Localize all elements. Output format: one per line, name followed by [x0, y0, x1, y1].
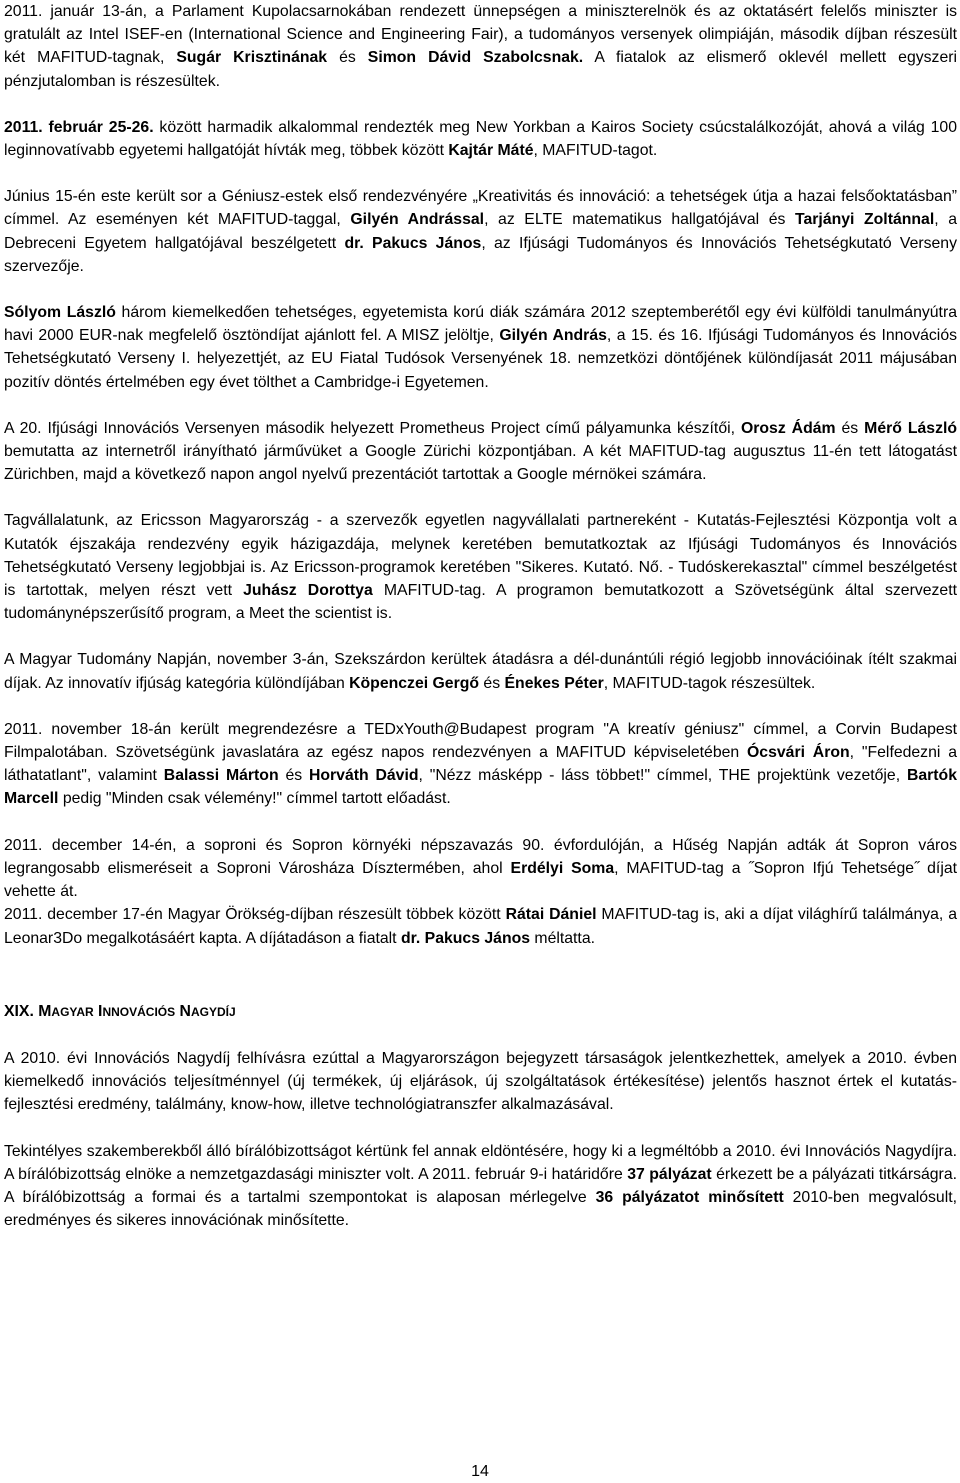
section-title	[38, 1003, 235, 1020]
body-text	[4, 0, 957, 950]
text-run: , a 15. és 16. Ifjúsági Tudományos és Innovációs Tehetségkutató Verseny I. helyezettjét, az EU Fiatal Tudósok Versenyének 18. nemzetközi döntőjének különdíjasát 2011 májusában pozitív döntés értelmében egy évet tölthet a Cambridge-i Egyetemen.	[4, 327, 957, 391]
text-run: három kiemelkedően tehetséges, egyetemista korú diák számára 2012 szeptemberétől egy évi külföldi tanulmányútra havi 2000 EUR-nak megfelelő ösztöndíjat ajánlott fel. A MISZ jelöltje,	[4, 304, 957, 345]
text-run: és	[479, 674, 505, 692]
paragraph	[4, 0, 957, 93]
text-run: 2010-ben megvalósult, eredményes és sikeres innovációnak minősítette.	[4, 1188, 957, 1230]
section-title-initial: M	[38, 1002, 52, 1020]
paragraph	[4, 648, 957, 694]
document-page	[4, 0, 957, 1232]
text-run: A Magyar Tudomány Napján, november 3-án, Szekszárdon kerültek átadásra a dél-dunántúli régió legjobb innovációinak ítélt szakmai díjak. Az innovatív ifjúság kategória különdíjában	[4, 651, 957, 692]
paragraph	[4, 834, 957, 904]
text-run: pedig "Minden csak vélemény!" címmel tartott előadást.	[58, 790, 451, 808]
text-run: érkezett be a pályázati titkárságra. A bírálóbizottság a formai és a tartalmi szempontokat is alaposan mérlegelve	[4, 1165, 957, 1206]
bold-text: Kajtár Máté	[448, 142, 534, 160]
paragraph	[4, 1047, 957, 1117]
text-run: és	[278, 767, 309, 785]
bold-text: Gilyén Andrással	[350, 211, 485, 229]
section-body	[4, 1047, 957, 1232]
bold-text: dr. Pakucs János	[400, 929, 531, 947]
text-run: MAFITUD-tag. A programon bemutatkozott a Szövetségünk által szervezett tudománynépszerűsítő program, a Meet the scientist is.	[4, 582, 957, 623]
bold-text: 2011. február 25-26.	[4, 118, 154, 136]
bold-text: Horváth Dávid	[308, 767, 419, 785]
paragraph	[4, 116, 957, 162]
bold-text: Ócsvári Áron	[747, 744, 850, 762]
text-run: A 20. Ifjúsági Innovációs Versenyen második helyezett Prometheus Project című pályamunka készítői,	[4, 419, 741, 437]
bold-text: 37 pályázat	[627, 1165, 712, 1183]
text-run: , MAFITUD-tag a ˝Sopron Ifjú Tehetsége˝ díjat vehette át.	[4, 859, 958, 901]
text-run: 2011. december 14-én, a soproni és Sopron környéki népszavazás 90. évfordulóján, a Hűség Napján adták át Sopron város legrangosabb elismeréseit a Soproni Városháza Dísztermében, ahol	[4, 836, 957, 877]
text-run: és	[835, 419, 865, 437]
page-number: 14	[471, 1463, 489, 1480]
text-run: 2011. január 13-án, a Parlament Kupolacsarnokában rendezett ünnepségen a miniszterelnök és az oktatásért felelős miniszter is gratulált az Intel ISEF-en (International Science and Engineering Fair), a tudományos versenyek olimpiáján, második díjban részesült két MAFITUD-tagnak,	[4, 3, 957, 67]
bold-text: dr. Pakucs János	[344, 234, 482, 252]
paragraph	[4, 718, 957, 811]
bold-text: Simon Dávid Szabolcsnak.	[367, 49, 584, 67]
text-run: A fiatalok az elismerő oklevél mellett egyszeri pénzjutalomban is részesültek.	[4, 49, 958, 90]
bold-text: Orosz Ádám	[740, 419, 836, 437]
paragraph	[4, 301, 957, 394]
section-title-rest: AGYDÍJ	[190, 1004, 236, 1019]
section-title-initial: N	[179, 1002, 191, 1020]
text-run: Tagvállalatunk, az Ericsson Magyarország - a szervezők egyetlen nagyvállalati partnereként - Kutatás-Fejlesztési Központja volt a Kutatók éjszakája rendezvény egyik házigazdája, melynek keretében bemutatkoztak az Ifjúsági Tudományos és Innovációs Tehetségkutató Verseny legjobbjai is. Az Ericsson-programok keretében "Sikeres. Kutató. Nő. - Tudóskerekasztal" címmel beszélgetést is tartottak, melyen részt vett	[4, 512, 957, 600]
text-run: , "Felfedezni a láthatatlant", valamint	[4, 744, 957, 785]
text-run: A 2010. évi Innovációs Nagydíj felhívásra ezúttal a Magyarországon bejegyzett társaságok jelentkezhettek, amelyek a 2010. évben kiemelkedő innovációs teljesítménnyel (új termékek, új eljárások, új szolgáltatások értékesítése) jelentős hasznot értek el kutatás-fejlesztési eredmény, találmány, know-how, illetve technológiatranszfer alkalmazásával.	[4, 1049, 957, 1114]
bold-text: 36 pályázatot minősített	[595, 1188, 784, 1206]
text-run: , az Ifjúsági Tudományos és Innovációs Tehetségkutató Verseny szervezője.	[4, 234, 957, 275]
text-run: és	[327, 49, 368, 67]
bold-text: Tarjányi Zoltánnal	[795, 211, 935, 229]
section-heading	[4, 1000, 957, 1024]
paragraph	[4, 185, 957, 278]
bold-text: Énekes Péter	[504, 674, 604, 692]
section-title-rest: NNOVÁCIÓS	[102, 1004, 176, 1019]
text-run: 2011. november 18-án került megrendezésre a TEDxYouth@Budapest program "A kreatív géniusz" címmel, a Corvin Budapest Filmpalotában. Szövetségünk javaslatára az egész napos rendezvényen a MAFITUD képviseletében	[4, 720, 957, 762]
text-run: , MAFITUD-tagot.	[533, 142, 658, 160]
bold-text: Rátai Dániel	[505, 906, 597, 924]
text-run: 2011. december 17-én Magyar Örökség-díjban részesült többek között	[4, 906, 506, 924]
bold-text: Sugár Krisztinának	[176, 49, 328, 67]
text-run: között harmadik alkalommal rendezték meg New Yorkban a Kairos Society csúcstalálkozóját, ahová a világ 100 leginnovatívabb egyetemi hallgatóját hívták meg, többek között	[4, 118, 957, 160]
bold-text: Juhász Dorottya	[243, 582, 373, 600]
bold-text: Mérő László	[864, 419, 958, 437]
bold-text: Gilyén András	[499, 327, 607, 345]
bold-text: Bartók Marcell	[4, 767, 957, 808]
paragraph	[4, 903, 957, 949]
paragraph	[4, 417, 957, 487]
paragraph	[4, 509, 957, 625]
text-run: Tekintélyes szakemberekből álló bírálóbizottságot kértünk fel annak eldöntésére, hogy ki a legméltóbb a 2010. évi Innovációs Nagydíjra. A bírálóbizottság elnöke a nemzetgazdasági miniszter volt. A 2011. február 9-i határidőre	[4, 1142, 957, 1183]
text-run: bemutatta az internetről irányítható járművüket a Google Zürichi központjában. A két MAFITUD-tag augusztus 11-én tett látogatást Zürichben, majd a következő napon angol nyelvű prezentációt tartottak a Google mérnökei számára.	[4, 443, 957, 484]
section-title-initial: I	[98, 1002, 103, 1020]
bold-text: Köpenczei Gergő	[349, 674, 480, 692]
paragraph	[4, 1140, 957, 1233]
text-run: Június 15-én este került sor a Géniusz-estek első rendezvényére „Kreativitás és innováció: a tehetségek útja a hazai felsőoktatásban” címmel. Az eseményen két MAFITUD-taggal,	[4, 188, 957, 229]
text-run: , MAFITUD-tagok részesültek.	[603, 674, 816, 692]
bold-text: Balassi Márton	[163, 767, 279, 785]
bold-text: Erdélyi Soma	[510, 859, 615, 877]
text-run: , "Nézz másképp - láss többet!" címmel, THE projektünk vezetője,	[418, 767, 907, 785]
text-run: méltatta.	[530, 929, 596, 947]
section-number: XIX.	[4, 1002, 34, 1020]
text-run: , a Debreceni Egyetem hallgatójával beszélgetett	[4, 211, 957, 252]
bold-text: Sólyom László	[4, 304, 116, 322]
text-run: , az ELTE matematikus hallgatójával és	[484, 211, 796, 229]
section-title-rest: AGYAR	[51, 1004, 94, 1019]
text-run: MAFITUD-tag is, aki a díjat világhírű találmánya, a Leonar3Do megalkotásáért kapta. A díjátadáson a fiatalt	[4, 906, 957, 947]
